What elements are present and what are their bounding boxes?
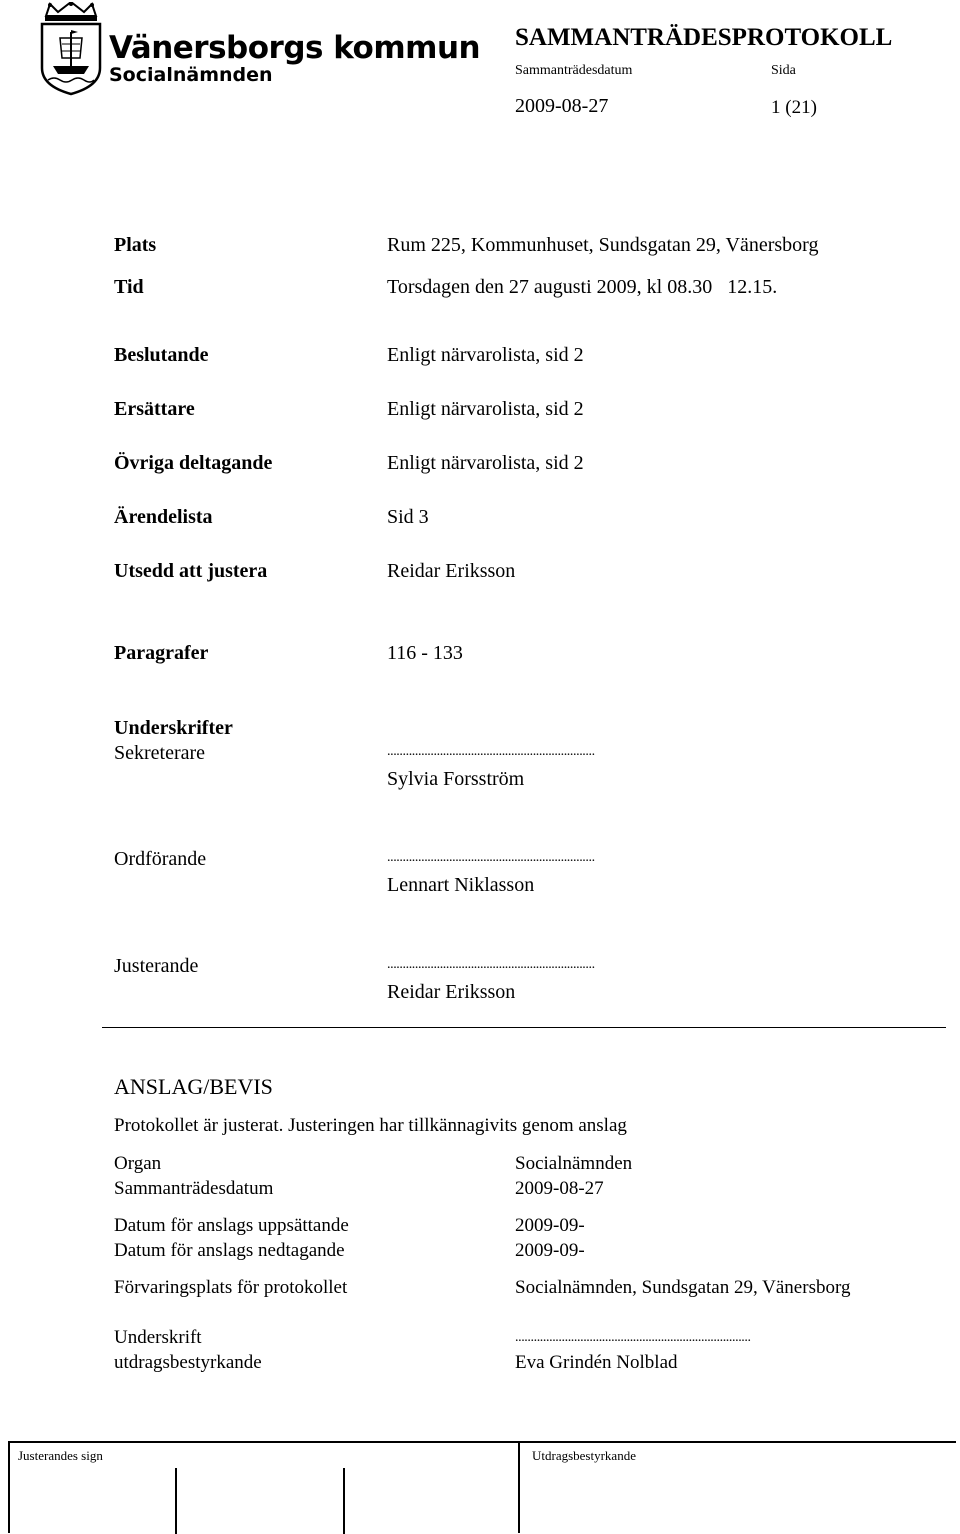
beslutande-value: Enligt närvarolista, sid 2: [387, 344, 584, 366]
organ-value: Socialnämnden: [515, 1153, 633, 1174]
sekreterare-signature-line: ...................................................................: [387, 744, 595, 759]
ersattare-value: Enligt närvarolista, sid 2: [387, 398, 584, 420]
anslag-datum-label: Sammanträdesdatum: [114, 1178, 274, 1199]
justerande-signature-line: ...................................................................: [387, 957, 595, 972]
ovriga-deltagande-value: Enligt närvarolista, sid 2: [387, 452, 584, 474]
forvaringsplats-label: Förvaringsplats för protokollet: [114, 1277, 348, 1298]
ersattare-label: Ersättare: [114, 398, 195, 420]
header-date-value: 2009-08-27: [515, 95, 609, 117]
coat-of-arms-logo: [38, 2, 104, 96]
tid-label: Tid: [114, 276, 144, 298]
plats-label: Plats: [114, 234, 157, 256]
anslag-bevis-heading: ANSLAG/BEVIS: [114, 1074, 273, 1099]
footer-sign-box-1: [175, 1468, 177, 1534]
utdragsbestyrkande-footer-label: Utdragsbestyrkande: [532, 1448, 636, 1463]
tid-value: Torsdagen den 27 augusti 2009, kl 08.30 12.15.: [387, 276, 778, 298]
justerande-name: Reidar Eriksson: [387, 981, 516, 1003]
anslag-datum-value: 2009-08-27: [515, 1178, 604, 1199]
footer-divider-left: [8, 1441, 10, 1533]
department-name: Socialnämnden: [109, 64, 273, 86]
justerande-label: Justerande: [114, 955, 199, 977]
header-date-label: Sammanträdesdatum: [515, 63, 633, 78]
header-page-value: 1 (21): [771, 97, 817, 118]
justerandes-sign-label: Justerandes sign: [18, 1448, 103, 1463]
utsedd-att-justera-value: Reidar Eriksson: [387, 560, 516, 582]
beslutande-label: Beslutande: [114, 344, 209, 366]
footer-divider-middle: [518, 1441, 520, 1533]
header-page-label: Sida: [771, 63, 796, 78]
ordforande-label: Ordförande: [114, 848, 207, 870]
forvaringsplats-value: Socialnämnden, Sundsgatan 29, Vänersborg: [515, 1277, 851, 1298]
underskrift-label: Underskrift: [114, 1327, 202, 1348]
underskrift-name: Eva Grindén Nolblad: [515, 1352, 678, 1373]
arendelista-label: Ärendelista: [114, 506, 213, 528]
ordforande-signature-line: ...................................................................: [387, 850, 595, 865]
footer-sign-box-2: [343, 1468, 345, 1534]
arendelista-value: Sid 3: [387, 506, 429, 528]
ordforande-name: Lennart Niklasson: [387, 874, 535, 896]
underskrift-signature-line: ............................................................................: [515, 1330, 751, 1345]
anslag-intro: Protokollet är justerat. Justeringen har tillkännagivits genom anslag: [114, 1115, 627, 1136]
uppsattande-value: 2009-09-: [515, 1215, 585, 1236]
ovriga-deltagande-label: Övriga deltagande: [114, 452, 273, 474]
footer-top-rule: [8, 1441, 956, 1443]
paragrafer-label: Paragrafer: [114, 642, 209, 664]
sekreterare-label: Sekreterare: [114, 742, 206, 764]
section-divider: [102, 1027, 946, 1028]
uppsattande-label: Datum för anslags uppsättande: [114, 1215, 349, 1236]
document-title: SAMMANTRÄDESPROTOKOLL: [515, 24, 893, 51]
nedtagande-label: Datum för anslags nedtagande: [114, 1240, 345, 1261]
organ-label: Organ: [114, 1153, 162, 1174]
sekreterare-name: Sylvia Forsström: [387, 768, 525, 790]
plats-value: Rum 225, Kommunhuset, Sundsgatan 29, Vänersborg: [387, 234, 819, 256]
underskrifter-heading: Underskrifter: [114, 717, 233, 739]
utdragsbestyrkande-label: utdragsbestyrkande: [114, 1352, 262, 1373]
utsedd-att-justera-label: Utsedd att justera: [114, 560, 268, 582]
nedtagande-value: 2009-09-: [515, 1240, 585, 1261]
municipality-name: Vänersborgs kommun: [109, 30, 481, 66]
paragrafer-value: 116 - 133: [387, 642, 463, 664]
